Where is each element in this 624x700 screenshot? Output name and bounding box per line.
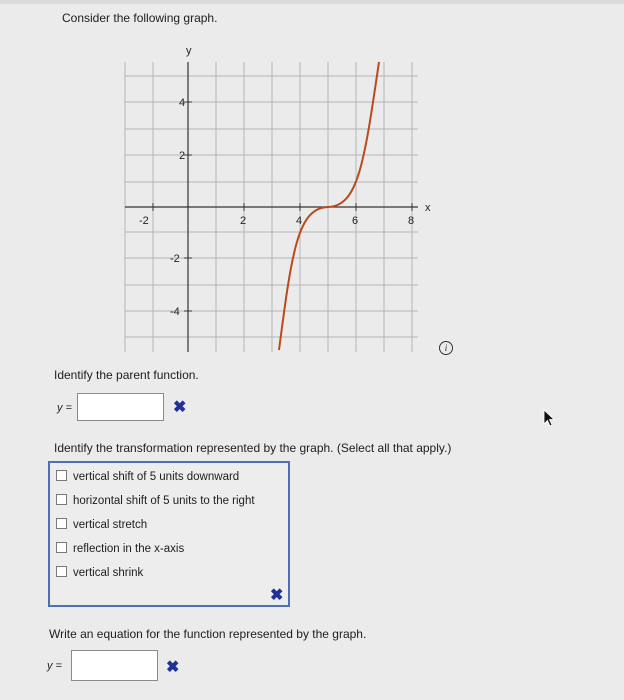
transformation-options-panel — [48, 461, 290, 607]
prompt-text: Consider the following graph. — [62, 11, 218, 25]
incorrect-mark-icon: ✖ — [166, 659, 180, 676]
y-axis-label: y — [186, 45, 192, 57]
question-parent-function: Identify the parent function. — [54, 368, 199, 382]
x-tick-label: 4 — [296, 215, 303, 227]
y-tick-label: 4 — [179, 97, 186, 109]
option-label: vertical stretch — [73, 519, 148, 531]
x-tick-label: 2 — [240, 215, 247, 227]
option-vertical-shrink[interactable] — [56, 566, 143, 579]
option-label: vertical shrink — [73, 567, 144, 579]
option-horizontal-shift[interactable] — [56, 494, 255, 507]
checkbox[interactable] — [56, 542, 67, 553]
info-icon[interactable]: i — [439, 341, 453, 355]
incorrect-mark-icon: ✖ — [270, 587, 284, 604]
parent-function-input[interactable] — [77, 393, 164, 421]
equation-label: y = — [47, 660, 62, 672]
option-vertical-stretch[interactable] — [56, 518, 147, 531]
equation-input[interactable] — [71, 650, 158, 681]
x-axis-label: x — [425, 202, 431, 214]
y-tick-label: -2 — [170, 253, 180, 265]
y-tick-label: -4 — [170, 306, 180, 318]
checkbox[interactable] — [56, 518, 67, 529]
x-tick-label: -2 — [139, 215, 149, 227]
question-equation: Write an equation for the function represented by the graph. — [49, 627, 367, 641]
incorrect-mark-icon: ✖ — [173, 399, 187, 416]
option-label: vertical shift of 5 units downward — [73, 471, 240, 483]
checkbox[interactable] — [56, 470, 67, 481]
x-tick-label: 6 — [352, 215, 359, 227]
option-vertical-shift[interactable] — [56, 470, 239, 483]
option-label: horizontal shift of 5 units to the right — [73, 495, 255, 507]
y-tick-label: 2 — [179, 150, 186, 162]
checkbox[interactable] — [56, 494, 67, 505]
equation-label: y = — [57, 402, 72, 414]
mouse-cursor-icon — [543, 409, 555, 427]
checkbox[interactable] — [56, 566, 67, 577]
x-tick-label: 8 — [408, 215, 415, 227]
question-transformation: Identify the transformation represented by the graph. (Select all that apply.) — [54, 441, 452, 455]
option-label: reflection in the x-axis — [73, 543, 185, 555]
option-reflection-x-axis[interactable] — [56, 542, 184, 555]
cubic-curve — [279, 62, 379, 350]
